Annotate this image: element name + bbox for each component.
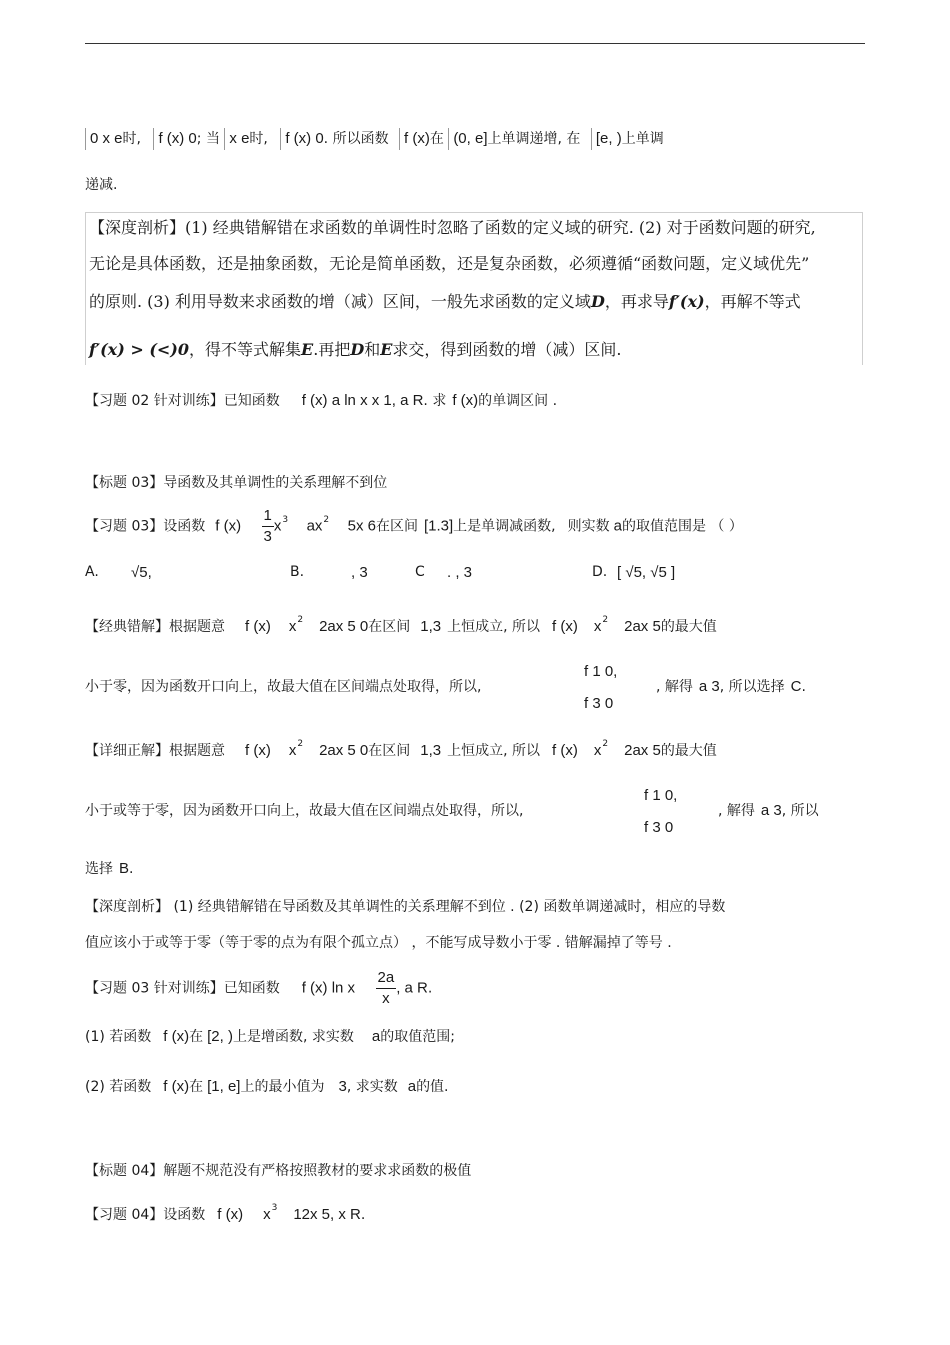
text: 则实数: [567, 518, 610, 535]
text: ; 当: [196, 131, 220, 147]
math-symbol: a: [407, 1078, 417, 1095]
math-expression: ax: [306, 517, 323, 535]
math-symbol: E: [380, 340, 393, 359]
math-expression: f (x): [215, 517, 242, 535]
math-expression: (0, e]: [453, 130, 488, 147]
question-2: [85, 1076, 870, 1096]
divider: [280, 128, 281, 150]
text: 求交，得到函数的增（减）区间.: [392, 340, 622, 359]
text: ，得不等式解集: [189, 340, 302, 359]
text: 在区间: [375, 518, 418, 535]
math-expression: x: [263, 1206, 271, 1223]
text: 上是单调减函数,: [453, 518, 556, 535]
text: 的最大值: [660, 619, 717, 635]
math-expression: 2ax 5: [624, 618, 661, 635]
system-row: f 3 0: [584, 695, 614, 712]
math-expression: , a R: [396, 979, 428, 997]
math-expression: x: [273, 517, 282, 535]
text: 【经典错解】根据题意: [85, 619, 225, 635]
exponent: 3: [271, 1203, 278, 1213]
math-expression: x e: [229, 130, 250, 147]
text: 的单调区间 .: [478, 393, 558, 409]
fraction: [376, 968, 397, 1009]
math-expression: f (x) 0: [158, 130, 197, 147]
text: 小于或等于零，因为函数开口向上，故最大值在区间端点处取得，所以,: [85, 803, 524, 819]
classic-error-line-1: [85, 616, 870, 636]
divider: [399, 128, 400, 150]
deep-analysis-line-2: 值应该小于或等于零（等于零的点为有限个孤立点） ，不能写成导数小于零 . 错解漏掉了等号 .: [85, 935, 672, 951]
text: , 所以选择: [719, 679, 785, 695]
text: .: [801, 679, 806, 695]
header-rule: [85, 43, 865, 44]
paragraph-line: 递减.: [85, 177, 118, 193]
option-b-label: B.: [290, 564, 305, 580]
correct-solution-line-3: [85, 858, 870, 878]
math-expression: f (x) ln x: [301, 979, 356, 997]
box-line: [89, 337, 622, 360]
inequality-system: [584, 656, 617, 720]
math-expression: f (x): [163, 1078, 190, 1095]
exponent: 2: [323, 514, 330, 525]
exercise-03-training: [85, 968, 870, 1009]
text: 的最大值: [660, 743, 717, 759]
math-symbol: a: [613, 517, 622, 535]
math-expression: 0 x e: [90, 130, 123, 147]
box-line: 无论是具体函数，还是抽象函数，无论是简单函数，还是复杂函数，必须遵循“函数问题，定义域优先”: [89, 254, 810, 273]
text: 在区间: [368, 619, 411, 635]
text: 的取值范围是 （ ）: [621, 518, 743, 535]
math-expression: [1.3]: [423, 517, 454, 535]
text: (1) 若函数: [85, 1029, 152, 1045]
heading-04: 【标题 04】解题不规范没有严格按照教材的要求求函数的极值: [85, 1163, 472, 1179]
math-expression: 12x 5, x R: [293, 1206, 361, 1223]
text: 上是增函数, 求实数: [232, 1029, 354, 1045]
math-expression: 5x 6: [347, 517, 376, 535]
math-expression: f (x): [245, 618, 271, 635]
math-symbol: D: [590, 292, 605, 311]
box-line: 【深度剖析】(1) 经典错解错在求函数的单调性时忽略了函数的定义域的研究. (2) 对于函数问题的研究,: [89, 218, 816, 237]
classic-error-result: [656, 676, 866, 696]
text: ，再解不等式: [704, 292, 801, 311]
text: , 所以: [781, 803, 819, 819]
math-symbol: a: [371, 1028, 381, 1045]
heading-03: 【标题 03】导函数及其单调性的关系理解不到位: [85, 475, 388, 491]
system-row: f 1 0,: [644, 787, 678, 804]
fraction-denominator: x: [382, 990, 390, 1007]
text: 上恒成立, 所以: [447, 619, 541, 635]
text: 上恒成立, 所以: [447, 743, 541, 759]
fraction-numerator: 1: [262, 506, 274, 527]
math-expression: x: [288, 742, 297, 759]
exercise-03: [85, 506, 870, 547]
math-expression: f (x): [404, 130, 430, 147]
system-row: f 1 0,: [584, 663, 618, 680]
exponent: 3: [282, 514, 289, 525]
text: 【习题 04】设函数: [85, 1207, 206, 1223]
text: 的原则. (3) 利用导数来求函数的增（减）区间，一般先求函数的定义域: [89, 292, 591, 311]
divider: [153, 128, 154, 150]
math-expression: x: [593, 742, 602, 759]
text: .: [129, 861, 134, 877]
deep-analysis-line-1: 【深度剖析】 (1) 经典错解错在导函数及其单调性的关系理解不到位 . (2) 函数单调递减时，相应的导数: [85, 899, 726, 915]
math-expression: f′(x) > (<)0: [89, 340, 190, 359]
correct-solution-result: [718, 800, 868, 820]
text: .: [427, 980, 433, 997]
divider: [85, 128, 86, 150]
exponent: 2: [297, 739, 304, 749]
math-symbol: C: [790, 678, 802, 695]
text: 的取值范围;: [380, 1029, 455, 1045]
system-row: f 3 0: [644, 819, 674, 836]
exercise-02-training: [85, 390, 870, 410]
exponent: 2: [297, 615, 304, 625]
option-d-value: [ √5, √5 ]: [617, 564, 676, 581]
exponent: 2: [602, 739, 609, 749]
math-expression: [2, ): [207, 1028, 233, 1045]
math-expression: x: [288, 618, 297, 635]
text: 【习题 03 针对训练】已知函数: [85, 980, 280, 997]
text: , 解得: [656, 679, 693, 695]
text: (2) 若函数: [85, 1079, 152, 1095]
math-expression: a 3: [698, 678, 720, 695]
math-expression: 2ax 5: [624, 742, 661, 759]
text: ，再求导: [604, 292, 669, 311]
math-expression: 2ax 5 0: [319, 742, 369, 759]
text: 小于零，因为函数开口向上，故最大值在区间端点处取得，所以,: [85, 679, 482, 695]
text: 【习题 03】设函数: [85, 518, 206, 535]
math-symbol: E: [301, 340, 314, 359]
text: . 所以函数: [323, 131, 389, 147]
math-expression: f′(x): [668, 292, 705, 311]
box-line: [89, 289, 801, 312]
text: 上单调递增, 在: [487, 131, 581, 147]
text: 和: [364, 340, 381, 359]
math-expression: 1,3: [420, 742, 442, 759]
math-expression: f (x): [552, 742, 578, 759]
divider: [448, 128, 449, 150]
math-symbol: D: [350, 340, 365, 359]
math-expression: a 3: [760, 802, 782, 819]
exercise-04: [85, 1204, 870, 1224]
text: .再把: [313, 340, 351, 359]
option-a-label: A.: [85, 564, 99, 580]
correct-solution-line-1: [85, 740, 870, 760]
text: 在: [189, 1029, 204, 1045]
text: 上单调: [621, 131, 664, 147]
math-expression: f (x) 0: [285, 130, 324, 147]
math-expression: f (x): [245, 742, 271, 759]
text: 的值.: [416, 1079, 449, 1095]
text: 选择: [85, 861, 113, 877]
option-c-value: . , 3: [447, 564, 473, 581]
option-b-value: , 3: [351, 564, 368, 581]
divider: [224, 128, 225, 150]
math-expression: f (x): [452, 392, 479, 409]
text: 在区间: [368, 743, 411, 759]
inequality-system: [644, 780, 677, 844]
exponent: 2: [602, 615, 609, 625]
math-expression: x: [593, 618, 602, 635]
paragraph-line: [85, 128, 870, 150]
math-symbol: 3: [338, 1078, 347, 1095]
text: 在: [429, 131, 444, 147]
fraction-numerator: 2a: [376, 968, 397, 989]
text: 在: [189, 1079, 204, 1095]
option-a-value: √5,: [131, 564, 152, 581]
math-expression: f (x): [163, 1028, 190, 1045]
math-expression: f (x): [552, 618, 578, 635]
text: , 求实数: [346, 1079, 398, 1095]
math-expression: 1,3: [420, 618, 442, 635]
fraction: [262, 506, 274, 547]
fraction-denominator: 3: [263, 528, 272, 545]
text: 【详细正解】根据题意: [85, 743, 225, 759]
math-expression: 2ax 5 0: [319, 618, 369, 635]
text: . 求: [423, 393, 447, 409]
math-expression: f (x): [217, 1206, 244, 1223]
option-d-label: D.: [592, 564, 608, 580]
text: 时,: [122, 131, 141, 147]
question-1: [85, 1026, 870, 1046]
divider: [591, 128, 592, 150]
analysis-box: [85, 212, 863, 365]
math-symbol: B: [119, 860, 130, 877]
math-expression: f (x) a ln x x 1, a R: [301, 392, 424, 409]
math-expression: [e, ): [595, 130, 622, 147]
text: 【习题 02 针对训练】已知函数: [85, 393, 280, 409]
text: 上的最小值为: [240, 1079, 325, 1095]
text: .: [360, 1207, 366, 1223]
math-expression: [1, e]: [207, 1078, 241, 1095]
text: 时,: [249, 131, 268, 147]
text: , 解得: [718, 803, 755, 819]
option-c-label: C: [415, 564, 425, 580]
